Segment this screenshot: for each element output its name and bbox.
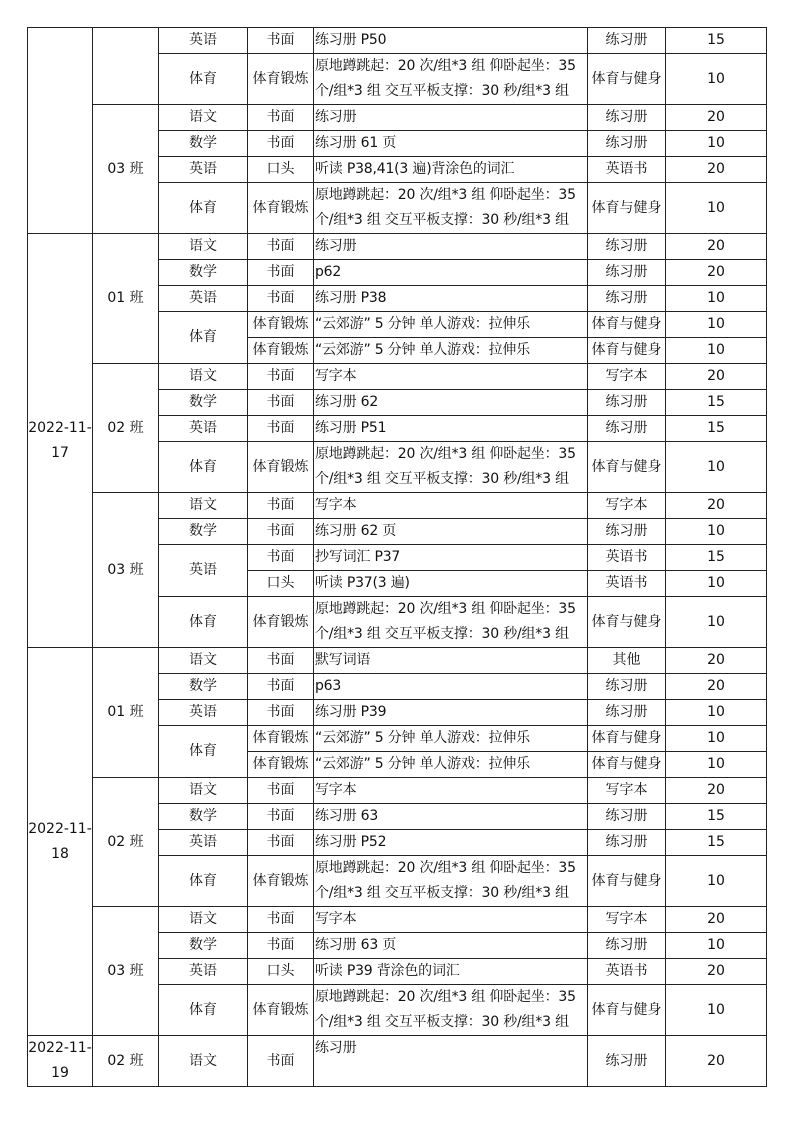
content-cell: p62 bbox=[314, 260, 588, 286]
mode-cell: 体育锻炼 bbox=[248, 752, 314, 778]
content-cell: 听读 P38,41(3 遍)背涂色的词汇 bbox=[314, 157, 588, 183]
content-cell: 练习册 bbox=[314, 1036, 588, 1087]
mode-cell: 体育锻炼 bbox=[248, 338, 314, 364]
subject-cell: 语文 bbox=[159, 364, 248, 390]
content-cell: 原地蹲跳起：20 次/组*3 组 仰卧起坐：35 个/组*3 组 交互平板支撑：30 秒/组*3 组 bbox=[314, 597, 588, 648]
resource-cell: 练习册 bbox=[588, 519, 666, 545]
content-cell: 练习册 61 页 bbox=[314, 131, 588, 157]
resource-cell: 英语书 bbox=[588, 571, 666, 597]
resource-cell: 英语书 bbox=[588, 545, 666, 571]
class-cell: 03 班 bbox=[93, 907, 159, 1036]
mode-cell: 书面 bbox=[248, 804, 314, 830]
mode-cell: 书面 bbox=[248, 674, 314, 700]
subject-cell: 语文 bbox=[159, 778, 248, 804]
mode-cell: 体育锻炼 bbox=[248, 183, 314, 234]
mode-cell: 书面 bbox=[248, 260, 314, 286]
content-cell: “云郊游” 5 分钟 单人游戏：拉伸乐 bbox=[314, 338, 588, 364]
minutes-cell: 15 bbox=[666, 545, 767, 571]
content-cell: 练习册 bbox=[314, 234, 588, 260]
table-row bbox=[28, 28, 767, 54]
minutes-cell: 20 bbox=[666, 778, 767, 804]
subject-cell: 语文 bbox=[159, 907, 248, 933]
mode-cell: 书面 bbox=[248, 700, 314, 726]
mode-cell: 口头 bbox=[248, 571, 314, 597]
table-row bbox=[28, 364, 767, 390]
mode-cell: 口头 bbox=[248, 157, 314, 183]
content-cell: p63 bbox=[314, 674, 588, 700]
resource-cell: 练习册 bbox=[588, 131, 666, 157]
date-cell bbox=[28, 28, 93, 234]
minutes-cell: 15 bbox=[666, 390, 767, 416]
minutes-cell: 10 bbox=[666, 519, 767, 545]
resource-cell: 练习册 bbox=[588, 234, 666, 260]
minutes-cell: 20 bbox=[666, 1036, 767, 1087]
mode-cell: 书面 bbox=[248, 519, 314, 545]
minutes-cell: 10 bbox=[666, 571, 767, 597]
mode-cell: 书面 bbox=[248, 286, 314, 312]
mode-cell: 书面 bbox=[248, 416, 314, 442]
mode-cell: 书面 bbox=[248, 28, 314, 54]
content-cell: “云郊游” 5 分钟 单人游戏：拉伸乐 bbox=[314, 752, 588, 778]
minutes-cell: 10 bbox=[666, 700, 767, 726]
minutes-cell: 10 bbox=[666, 442, 767, 493]
content-cell: 练习册 P51 bbox=[314, 416, 588, 442]
subject-cell: 体育 bbox=[159, 985, 248, 1036]
subject-cell: 语文 bbox=[159, 234, 248, 260]
subject-cell: 数学 bbox=[159, 390, 248, 416]
minutes-cell: 10 bbox=[666, 752, 767, 778]
class-cell: 02 班 bbox=[93, 364, 159, 493]
class-cell: 03 班 bbox=[93, 105, 159, 234]
resource-cell: 练习册 bbox=[588, 260, 666, 286]
mode-cell: 口头 bbox=[248, 959, 314, 985]
resource-cell: 写字本 bbox=[588, 364, 666, 390]
minutes-cell: 15 bbox=[666, 28, 767, 54]
table-row bbox=[28, 648, 767, 674]
resource-cell: 体育与健身 bbox=[588, 726, 666, 752]
resource-cell: 练习册 bbox=[588, 286, 666, 312]
minutes-cell: 10 bbox=[666, 312, 767, 338]
mode-cell: 体育锻炼 bbox=[248, 54, 314, 105]
table-row bbox=[28, 493, 767, 519]
mode-cell: 体育锻炼 bbox=[248, 597, 314, 648]
subject-cell: 语文 bbox=[159, 1036, 248, 1087]
subject-cell: 语文 bbox=[159, 493, 248, 519]
content-cell: 练习册 62 bbox=[314, 390, 588, 416]
resource-cell: 练习册 bbox=[588, 804, 666, 830]
minutes-cell: 10 bbox=[666, 726, 767, 752]
minutes-cell: 10 bbox=[666, 597, 767, 648]
mode-cell: 书面 bbox=[248, 493, 314, 519]
content-cell: 练习册 63 页 bbox=[314, 933, 588, 959]
minutes-cell: 10 bbox=[666, 985, 767, 1036]
minutes-cell: 15 bbox=[666, 416, 767, 442]
minutes-cell: 10 bbox=[666, 131, 767, 157]
mode-cell: 书面 bbox=[248, 364, 314, 390]
minutes-cell: 10 bbox=[666, 933, 767, 959]
mode-cell: 书面 bbox=[248, 933, 314, 959]
minutes-cell: 15 bbox=[666, 830, 767, 856]
minutes-cell: 20 bbox=[666, 364, 767, 390]
mode-cell: 书面 bbox=[248, 907, 314, 933]
minutes-cell: 20 bbox=[666, 260, 767, 286]
subject-cell: 体育 bbox=[159, 183, 248, 234]
date-cell: 2022-11-19 bbox=[28, 1036, 93, 1087]
content-cell: 原地蹲跳起：20 次/组*3 组 仰卧起坐：35 个/组*3 组 交互平板支撑：30 秒/组*3 组 bbox=[314, 54, 588, 105]
resource-cell: 练习册 bbox=[588, 105, 666, 131]
content-cell: 原地蹲跳起：20 次/组*3 组 仰卧起坐：35 个/组*3 组 交互平板支撑：30 秒/组*3 组 bbox=[314, 183, 588, 234]
minutes-cell: 15 bbox=[666, 804, 767, 830]
content-cell: 听读 P39 背涂色的词汇 bbox=[314, 959, 588, 985]
resource-cell: 练习册 bbox=[588, 1036, 666, 1087]
minutes-cell: 20 bbox=[666, 493, 767, 519]
content-cell: 原地蹲跳起：20 次/组*3 组 仰卧起坐：35 个/组*3 组 交互平板支撑：30 秒/组*3 组 bbox=[314, 442, 588, 493]
subject-cell: 语文 bbox=[159, 648, 248, 674]
mode-cell: 体育锻炼 bbox=[248, 726, 314, 752]
resource-cell: 体育与健身 bbox=[588, 597, 666, 648]
content-cell: 抄写词汇 P37 bbox=[314, 545, 588, 571]
mode-cell: 书面 bbox=[248, 105, 314, 131]
content-cell: 练习册 bbox=[314, 105, 588, 131]
table-row bbox=[28, 105, 767, 131]
class-cell: 03 班 bbox=[93, 493, 159, 648]
resource-cell: 体育与健身 bbox=[588, 752, 666, 778]
content-cell: “云郊游” 5 分钟 单人游戏：拉伸乐 bbox=[314, 726, 588, 752]
resource-cell: 英语书 bbox=[588, 157, 666, 183]
mode-cell: 体育锻炼 bbox=[248, 985, 314, 1036]
mode-cell: 书面 bbox=[248, 131, 314, 157]
minutes-cell: 20 bbox=[666, 105, 767, 131]
content-cell: 练习册 P52 bbox=[314, 830, 588, 856]
resource-cell: 体育与健身 bbox=[588, 856, 666, 907]
resource-cell: 练习册 bbox=[588, 416, 666, 442]
subject-cell: 体育 bbox=[159, 312, 248, 364]
subject-cell: 英语 bbox=[159, 700, 248, 726]
minutes-cell: 20 bbox=[666, 157, 767, 183]
content-cell: 练习册 P50 bbox=[314, 28, 588, 54]
resource-cell: 体育与健身 bbox=[588, 183, 666, 234]
content-cell: 练习册 P39 bbox=[314, 700, 588, 726]
content-cell: 听读 P37(3 遍) bbox=[314, 571, 588, 597]
content-cell: 写字本 bbox=[314, 907, 588, 933]
content-cell: “云郊游” 5 分钟 单人游戏：拉伸乐 bbox=[314, 312, 588, 338]
subject-cell: 语文 bbox=[159, 105, 248, 131]
resource-cell: 写字本 bbox=[588, 493, 666, 519]
resource-cell: 体育与健身 bbox=[588, 985, 666, 1036]
content-cell: 练习册 P38 bbox=[314, 286, 588, 312]
resource-cell: 练习册 bbox=[588, 674, 666, 700]
content-cell: 练习册 62 页 bbox=[314, 519, 588, 545]
minutes-cell: 20 bbox=[666, 648, 767, 674]
mode-cell: 书面 bbox=[248, 545, 314, 571]
minutes-cell: 20 bbox=[666, 907, 767, 933]
mode-cell: 体育锻炼 bbox=[248, 856, 314, 907]
resource-cell: 写字本 bbox=[588, 778, 666, 804]
content-cell: 原地蹲跳起：20 次/组*3 组 仰卧起坐：35 个/组*3 组 交互平板支撑：30 秒/组*3 组 bbox=[314, 856, 588, 907]
mode-cell: 书面 bbox=[248, 778, 314, 804]
resource-cell: 体育与健身 bbox=[588, 312, 666, 338]
subject-cell: 体育 bbox=[159, 726, 248, 778]
content-cell: 写字本 bbox=[314, 778, 588, 804]
mode-cell: 书面 bbox=[248, 830, 314, 856]
subject-cell: 数学 bbox=[159, 519, 248, 545]
class-cell: 02 班 bbox=[93, 778, 159, 907]
minutes-cell: 10 bbox=[666, 338, 767, 364]
resource-cell: 体育与健身 bbox=[588, 54, 666, 105]
resource-cell: 体育与健身 bbox=[588, 442, 666, 493]
subject-cell: 英语 bbox=[159, 959, 248, 985]
resource-cell: 练习册 bbox=[588, 700, 666, 726]
subject-cell: 体育 bbox=[159, 597, 248, 648]
subject-cell: 数学 bbox=[159, 804, 248, 830]
subject-cell: 数学 bbox=[159, 131, 248, 157]
mode-cell: 书面 bbox=[248, 390, 314, 416]
subject-cell: 数学 bbox=[159, 674, 248, 700]
table-row bbox=[28, 1036, 767, 1087]
table-row bbox=[28, 907, 767, 933]
mode-cell: 体育锻炼 bbox=[248, 312, 314, 338]
content-cell: 写字本 bbox=[314, 493, 588, 519]
class-cell: 01 班 bbox=[93, 648, 159, 778]
minutes-cell: 10 bbox=[666, 856, 767, 907]
subject-cell: 英语 bbox=[159, 28, 248, 54]
mode-cell: 体育锻炼 bbox=[248, 442, 314, 493]
subject-cell: 体育 bbox=[159, 54, 248, 105]
resource-cell: 写字本 bbox=[588, 907, 666, 933]
resource-cell: 体育与健身 bbox=[588, 338, 666, 364]
mode-cell: 书面 bbox=[248, 234, 314, 260]
minutes-cell: 20 bbox=[666, 959, 767, 985]
homework-table bbox=[27, 27, 767, 1087]
minutes-cell: 20 bbox=[666, 234, 767, 260]
table-row bbox=[28, 778, 767, 804]
subject-cell: 体育 bbox=[159, 856, 248, 907]
subject-cell: 体育 bbox=[159, 442, 248, 493]
content-cell: 默写词语 bbox=[314, 648, 588, 674]
date-cell: 2022-11-18 bbox=[28, 648, 93, 1036]
content-cell: 写字本 bbox=[314, 364, 588, 390]
mode-cell: 书面 bbox=[248, 648, 314, 674]
subject-cell: 英语 bbox=[159, 157, 248, 183]
minutes-cell: 10 bbox=[666, 286, 767, 312]
resource-cell: 练习册 bbox=[588, 830, 666, 856]
minutes-cell: 10 bbox=[666, 183, 767, 234]
class-cell: 02 班 bbox=[93, 1036, 159, 1087]
resource-cell: 练习册 bbox=[588, 28, 666, 54]
table-row bbox=[28, 234, 767, 260]
resource-cell: 其他 bbox=[588, 648, 666, 674]
class-cell: 01 班 bbox=[93, 234, 159, 364]
resource-cell: 练习册 bbox=[588, 933, 666, 959]
subject-cell: 英语 bbox=[159, 416, 248, 442]
minutes-cell: 10 bbox=[666, 54, 767, 105]
mode-cell: 书面 bbox=[248, 1036, 314, 1087]
subject-cell: 数学 bbox=[159, 933, 248, 959]
subject-cell: 英语 bbox=[159, 545, 248, 597]
resource-cell: 英语书 bbox=[588, 959, 666, 985]
content-cell: 练习册 63 bbox=[314, 804, 588, 830]
content-cell: 原地蹲跳起：20 次/组*3 组 仰卧起坐：35 个/组*3 组 交互平板支撑：30 秒/组*3 组 bbox=[314, 985, 588, 1036]
minutes-cell: 20 bbox=[666, 674, 767, 700]
resource-cell: 练习册 bbox=[588, 390, 666, 416]
subject-cell: 英语 bbox=[159, 286, 248, 312]
subject-cell: 数学 bbox=[159, 260, 248, 286]
subject-cell: 英语 bbox=[159, 830, 248, 856]
date-cell: 2022-11-17 bbox=[28, 234, 93, 648]
class-cell bbox=[93, 28, 159, 105]
